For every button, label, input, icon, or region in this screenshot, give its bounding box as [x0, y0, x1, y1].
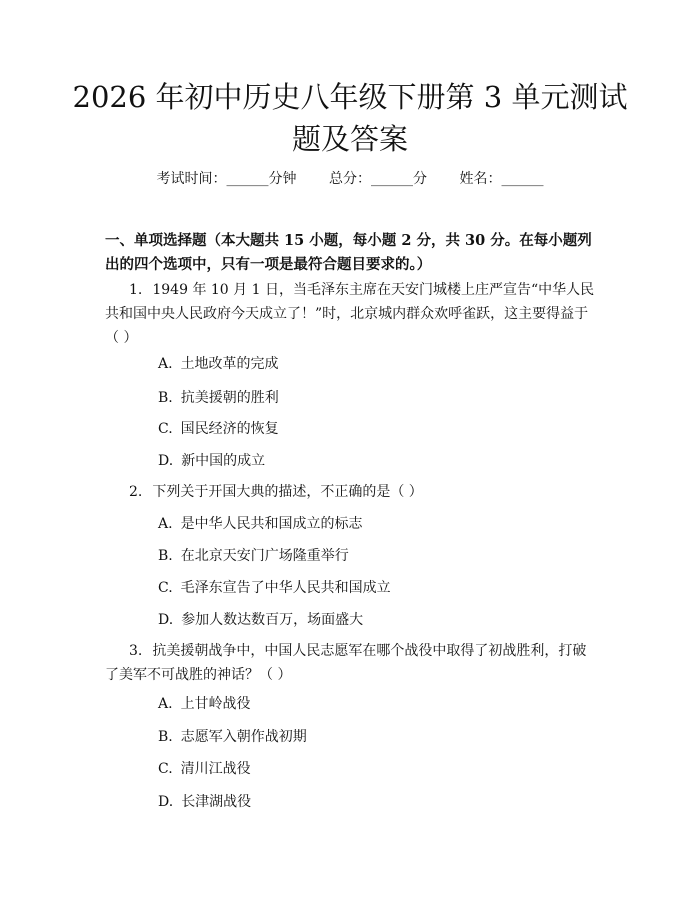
option-letter: A.	[158, 356, 173, 372]
option	[158, 759, 251, 779]
question-3	[105, 639, 600, 687]
option	[158, 514, 363, 534]
document-title: 2026 年初中历史八年级下册第 3 单元测试题及答案	[72, 80, 628, 156]
option-letter: A.	[158, 516, 173, 532]
question-number: 1.	[129, 282, 143, 298]
option	[158, 546, 349, 566]
option-text: 毛泽东宣告了中华人民共和国成立	[180, 580, 391, 596]
option	[158, 419, 279, 439]
option-letter: D.	[158, 453, 174, 469]
option-letter: C.	[158, 761, 173, 777]
option-letter: B.	[158, 729, 173, 745]
option	[158, 451, 265, 471]
option	[158, 727, 307, 747]
option-letter: A.	[158, 696, 173, 712]
option-text: 参加人数达数百万，场面盛大	[181, 612, 364, 628]
question-text: 下列关于开国大典的描述，不正确的是（ ）	[152, 484, 423, 500]
option-letter: C.	[158, 580, 173, 596]
option-text: 新中国的成立	[181, 453, 266, 469]
exam-meta	[0, 168, 700, 188]
option-text: 志愿军入朝作战初期	[180, 729, 307, 745]
exam-time: 考试时间：______分钟	[156, 171, 297, 187]
question-1	[105, 278, 600, 350]
option-letter: D.	[158, 794, 174, 810]
question-number: 2.	[129, 484, 143, 500]
option-text: 土地改革的完成	[180, 356, 279, 372]
option	[158, 354, 279, 374]
question-text: 抗美援朝战争中，中国人民志愿军在哪个战役中取得了初战胜利，打破了美军不可战胜的神话？（ ）	[105, 643, 587, 683]
option	[158, 578, 391, 598]
option-text: 清川江战役	[180, 761, 251, 777]
question-text: 1949 年 10 月 1 日，当毛泽东主席在天安门城楼上庄严宣告“中华人民共和国中央人民政府今天成立了！”时，北京城内群众欢呼雀跃，这主要得益于（ ）	[105, 282, 595, 346]
option-text: 长津湖战役	[181, 794, 252, 810]
option-letter: B.	[158, 390, 173, 406]
option	[158, 792, 251, 812]
question-number: 3.	[129, 643, 143, 659]
option-letter: D.	[158, 612, 174, 628]
exam-name: 姓名：______	[459, 171, 544, 187]
option-text: 是中华人民共和国成立的标志	[180, 516, 363, 532]
option	[158, 388, 279, 408]
option-text: 上甘岭战役	[180, 696, 251, 712]
option-text: 在北京天安门广场隆重举行	[180, 548, 349, 564]
question-2	[105, 480, 600, 504]
option-text: 国民经济的恢复	[180, 421, 279, 437]
option-letter: B.	[158, 548, 173, 564]
option-letter: C.	[158, 421, 173, 437]
exam-score: 总分：______分	[329, 171, 427, 187]
option-text: 抗美援朝的胜利	[180, 390, 279, 406]
section-heading: 一、单项选择题（本大题共 15 小题，每小题 2 分，共 30 分。在每小题列出的四个选项中，只有一项是最符合题目要求的。）	[105, 232, 592, 273]
option	[158, 694, 251, 714]
option	[158, 610, 363, 630]
